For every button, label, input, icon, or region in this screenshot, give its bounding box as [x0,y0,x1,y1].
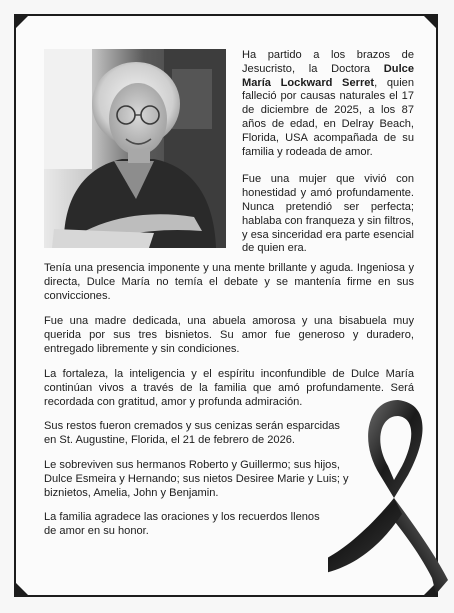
intro-column [242,49,414,270]
legacy-paragraph: La fortaleza, la inteligencia y el espíritu inconfundible de Dulce María continúan vivos a través de la familia que amó profundamente. Será recordada con gratitud, amor y profunda admiración. [44,368,414,408]
thanks-paragraph: La familia agradece las oraciones y los recuerdos llenos de amor en su honor. [44,511,320,537]
character-paragraph: Fue una mujer que vivió con honestidad y amó profundamente. Nunca pretendió ser perfecta; hablaba con franqueza y sin filtros, y esa sinceridad era parte esencial de quien era. [242,173,414,255]
corner-ornament [424,16,436,28]
survivors-paragraph-block [44,459,354,500]
survivors-paragraph: Le sobreviven sus hermanos Roberto y Guillermo; sus hijos, Dulce Esmeira y Hernando; sus nietos Desiree Marie y Luis; y biznietos, Amelia, John y Benjamin. [44,459,349,499]
deceased-name: Dulce María Lockward Serret [242,62,414,89]
mourning-ribbon-icon [328,380,454,613]
intro-lead-text: Ha partido a los brazos de Jesucristo, la Doctora [242,49,414,75]
remains-paragraph: Sus restos fueron cremados y sus cenizas serán esparcidas en St. Augustine, Florida, el 21 de febrero de 2026. [44,420,340,446]
remains-paragraph-block [44,420,354,448]
family-paragraph-block [44,315,414,356]
corner-ornament [16,583,28,595]
intro-rest-text: , quien falleció por causas naturales el 17 de diciembre de 2025, a los 87 años de edad, en Delray Beach, Florida, USA acompañada de su familia y rodeada de amor. [242,76,414,158]
mother-paragraph: Fue una madre dedicada, una abuela amorosa y una bisabuela muy querida por sus tres bisnietos. Su amor fue generoso y duradero, entregado libremente y sin condiciones. [44,315,414,355]
presence-paragraph: Tenía una presencia imponente y una mente brillante y aguda. Ingeniosa y directa, Dulce María no temía el debate y se mantenía firme en sus convicciones. [44,262,414,302]
portrait-photo [44,49,226,248]
corner-ornament [16,16,28,28]
presence-paragraph-block [44,262,414,303]
thanks-paragraph-block [44,511,334,539]
intro-paragraph [242,49,414,159]
